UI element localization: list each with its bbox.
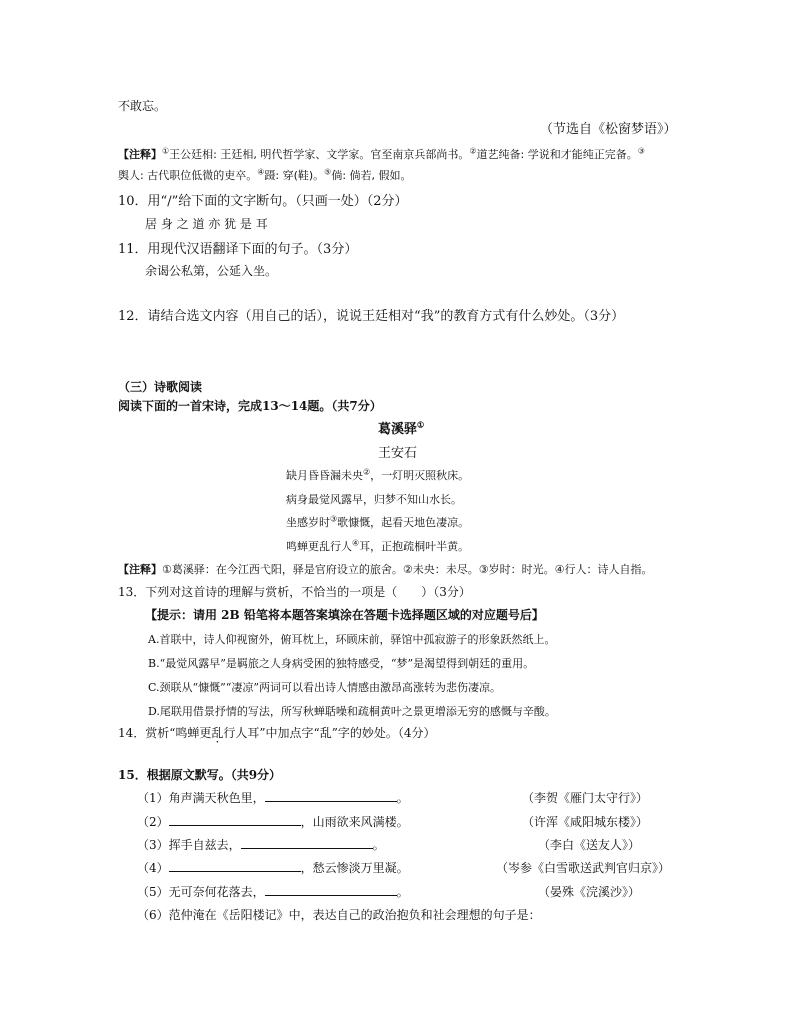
poem-text: 歌慷慨，起看天地色凄凉。 [337, 516, 470, 529]
poem-line-4 [286, 538, 469, 554]
item-text: 。 [396, 885, 409, 899]
poem-title [378, 418, 424, 437]
question-10: 10．用“/”给下面的文字断句。（只画一处）（2分） [118, 194, 408, 209]
option-d: D.尾联用借景抒情的写法，所写秋蝉聒噪和疏桐黄叶之景更增添无穷的感慨与辛酸。 [148, 705, 556, 718]
annotation-line-1 [118, 146, 645, 162]
annotation-text: 蹑: 穿(鞋)。 [264, 169, 325, 182]
question-14 [118, 724, 435, 741]
dictation-item-1 [137, 789, 409, 806]
item-number: （5） [137, 885, 169, 899]
item-text: ，山雨欲来风满楼。 [300, 815, 409, 829]
poem-text: 坐感岁时 [286, 516, 330, 529]
annotation-label: 【注释】 [118, 148, 162, 161]
item-text: 无可奈何花落去， [168, 885, 265, 899]
annotation-text: 未央：未尽。 [412, 563, 479, 576]
section-heading: （三）诗歌阅读 [118, 380, 203, 394]
question-10-text: 居 身 之 道 亦 犹 是 耳 [145, 217, 268, 231]
passage-end-text: 不敢忘。 [118, 99, 167, 113]
emphasized-char: 乱 [211, 726, 224, 740]
poem-mark: ④ [352, 538, 360, 548]
annotation-mark: ① [162, 146, 170, 156]
item-number: （1） [137, 791, 169, 805]
option-b: B.“最觉风露早”是羁旅之人身病受困的独特感受，“梦”是渴望得到朝廷的重用。 [148, 657, 535, 670]
dictation-source-1: （李贺《雁门太守行》） [522, 791, 649, 805]
dictation-source-3: （李白《送友人》） [538, 838, 641, 852]
option-a: A.首联中，诗人仰视窗外，俯耳枕上，环顾床前，驿馆中孤寂游子的形象跃然纸上。 [148, 633, 556, 646]
item-text: 。 [396, 791, 409, 805]
answer-blank[interactable] [169, 859, 301, 872]
annotation-mark: ② [402, 563, 413, 576]
question-13-hint: 【提示：请用 2B 铅笔将本题答案填涂在答题卡选择题区域的对应题号后】 [145, 608, 544, 622]
item-text: 角声满天秋色里， [168, 791, 265, 805]
poem-mark: ③ [330, 514, 338, 524]
question-12: 12．请结合选文内容（用自己的话），说说王廷相对“我”的教育方式有什么妙处。（3分） [118, 309, 625, 324]
annotation-label: 【注释】 [118, 563, 162, 576]
poem-text: 鸣蝉更乱行人 [286, 540, 352, 553]
item-number: （4） [137, 861, 169, 875]
poem-text: 缺月昏昏漏未央 [286, 469, 363, 482]
annotation-mark: ④ [554, 563, 565, 576]
question-13: 13．下列对这首诗的理解与赏析，不恰当的一项是（ ）（3分） [118, 585, 471, 599]
annotation-mark: ④ [257, 167, 265, 177]
question-14-text: 14．赏析“鸣蝉更 [118, 726, 212, 740]
dictation-source-5: （晏殊《浣溪沙》） [538, 885, 641, 899]
poem-text: ，一灯明灭照秋床。 [370, 469, 470, 482]
answer-blank[interactable] [241, 836, 373, 849]
annotation-mark: ③ [637, 146, 645, 156]
annotation-mark: ⑤ [324, 167, 332, 177]
annotation-mark: ③ [478, 563, 489, 576]
annotation-mark: ② [469, 146, 477, 156]
item-text: 挥手自兹去， [168, 838, 241, 852]
dictation-item-3 [137, 836, 385, 853]
question-15: 15．根据原文默写。（共9分） [118, 768, 282, 782]
dictation-item-5 [137, 883, 409, 900]
annotation-text: 倘: 倘若, 假如。 [331, 169, 412, 182]
poem-line-3 [286, 514, 469, 530]
poem-line-1 [286, 467, 469, 483]
item-number: （3） [137, 838, 169, 852]
dictation-item-2 [137, 813, 409, 830]
dictation-item-4 [137, 859, 409, 876]
item-text: ，愁云惨淡万里凝。 [300, 861, 409, 875]
question-14-text: 行人耳”中加点字“乱”字的妙处。（4分） [223, 726, 436, 740]
poem-annotation [118, 561, 653, 577]
answer-blank[interactable] [265, 883, 397, 896]
item-number: （2） [137, 815, 169, 829]
annotation-text: 葛溪驿：在今江西弋阳，驿是官府设立的旅舍。 [171, 563, 403, 576]
poem-author: 王安石 [378, 446, 418, 461]
question-11: 11．用现代汉语翻译下面的句子。（3分） [118, 242, 358, 257]
annotation-line-2 [118, 167, 412, 183]
poem-mark: ② [363, 467, 371, 477]
dictation-item-6: （6）范仲淹在《岳阳楼记》中，表达自己的政治抱负和社会理想的句子是： [137, 908, 541, 922]
question-11-text: 余谒公私第，公延入坐。 [145, 264, 278, 278]
poem-title-text: 葛溪驿 [378, 422, 418, 437]
poem-text: 耳，正抱疏桐叶半黄。 [359, 540, 470, 553]
dictation-source-4: （岑参《白雪歌送武判官归京》） [496, 861, 671, 875]
annotation-text: 岁时：时光。 [488, 563, 555, 576]
answer-blank[interactable] [169, 813, 301, 826]
annotation-text: 行人：诗人自指。 [564, 563, 653, 576]
annotation-mark: ① [162, 563, 172, 576]
answer-blank[interactable] [265, 789, 397, 802]
poem-line-2: 病身最觉风露早，归梦不知山水长。 [286, 493, 462, 506]
section-instruction: 阅读下面的一首宋诗，完成13～14题。（共7分） [118, 399, 382, 413]
item-text: 。 [372, 838, 385, 852]
annotation-text: 道艺纯备: 学说和才能纯正完备。 [476, 148, 638, 161]
annotation-text: 王公廷相: 王廷相, 明代哲学家、文学家。官至南京兵部尚书。 [169, 148, 470, 161]
passage-source: （节选自《松窗梦语》） [540, 122, 677, 137]
dictation-source-2: （许浑《咸阳城东楼》） [522, 815, 649, 829]
annotation-text: 舆人: 古代职位低微的吏卒。 [118, 169, 258, 182]
poem-title-mark: ① [417, 419, 425, 430]
option-c: C.颈联从“慷慨”“凄凉”两词可以看出诗人情感由激昂高涨转为悲伤凄凉。 [148, 681, 502, 694]
